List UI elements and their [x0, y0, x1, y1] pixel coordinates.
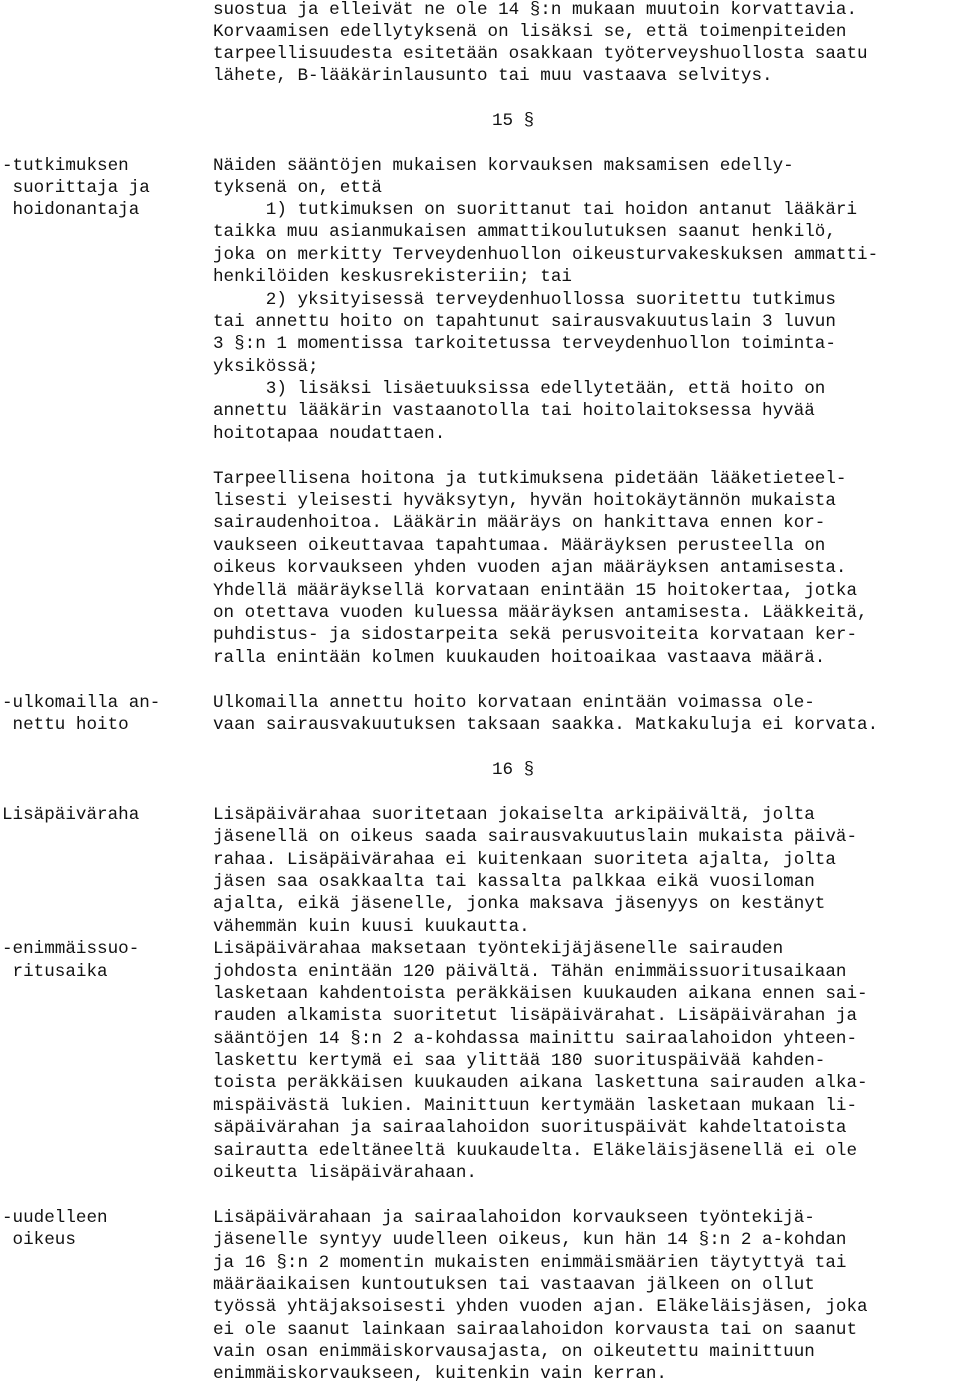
text-line: ralla enintään kolmen kuukauden hoitoaikaa vastaava määrä.	[213, 648, 826, 668]
text-line: annettu lääkärin vastaanotolla tai hoitolaitoksessa hyvää	[213, 401, 815, 421]
text-line: vaukseen oikeuttavaa tapahtumaa. Määräyksen perusteella on	[213, 536, 826, 556]
text-line: yksikössä;	[213, 357, 319, 377]
side-label-line: oikeus	[2, 1230, 76, 1250]
text-line: Yhdellä määräyksellä korvataan enintään 15 hoitokertaa, jotka	[213, 581, 858, 601]
text-line: Ulkomailla annettu hoito korvataan enintään voimassa ole-	[213, 693, 815, 713]
text-line: oikeus korvaukseen yhden vuoden ajan määräyksen antamisesta.	[213, 558, 847, 578]
text-line: 2) yksityisessä terveydenhuollossa suoritettu tutkimus	[213, 290, 836, 310]
text-line: laskettu kertymä ei saa ylittää 180 suorituspäivää kahden-	[213, 1051, 826, 1071]
text-line: lasketaan kahdentoista peräkkäisen kuukauden aikana ennen sai-	[213, 984, 868, 1004]
text-line: Näiden sääntöjen mukaisen korvauksen maksamisen edelly-	[213, 156, 794, 176]
text-line: ajalta, eikä jäsenelle, jonka maksava jäsenyys on kestänyt	[213, 894, 826, 914]
text-line: Lisäpäivärahaa suoritetaan jokaiselta arkipäivältä, jolta	[213, 805, 815, 825]
text-line: tarpeellisuudesta esitetään osakkaan työterveyshuollosta saatu	[213, 44, 868, 64]
side-label-line: nettu hoito	[2, 715, 129, 735]
text-line: ei ole saanut lainkaan sairaalahoidon korvausta tai on saanut	[213, 1320, 858, 1340]
text-line: tyksenä on, että	[213, 178, 382, 198]
text-line: suostua ja elleivät ne ole 14 §:n mukaan muutoin korvattavia.	[213, 0, 858, 20]
text-line: ja 16 §:n 2 momentin mukaisten enimmäismäärien täytyttyä tai	[213, 1253, 847, 1273]
side-label-line: suorittaja ja	[2, 178, 150, 198]
side-label-line: Lisäpäiväraha	[2, 805, 140, 825]
text-line: Korvaamisen edellytyksenä on lisäksi se, että toimenpiteiden	[213, 22, 847, 42]
text-line: vähemmän kuin kuusi kuukautta.	[213, 917, 530, 937]
text-line: vain osan enimmäiskorvausajasta, on oikeutettu mainittuun	[213, 1342, 815, 1362]
text-line: 3) lisäksi lisäetuuksissa edellytetään, että hoito on	[213, 379, 826, 399]
text-line: puhdistus- ja sidostarpeita sekä perusvoiteita korvataan ker-	[213, 625, 858, 645]
text-line: 1) tutkimuksen on suorittanut tai hoidon antanut lääkäri	[213, 200, 858, 220]
text-line: jäsenellä on oikeus saada sairausvakuutuslain mukaista päivä-	[213, 827, 858, 847]
section-15-heading: 15 §	[492, 111, 535, 131]
text-line: rahaa. Lisäpäivärahaa ei kuitenkaan suoriteta ajalta, jolta	[213, 850, 836, 870]
text-line: sääntöjen 14 §:n 2 a-kohdassa mainittu sairaalahoidon yhteen-	[213, 1029, 858, 1049]
text-line: on otettava vuoden kuluessa määräyksen antamisesta. Lääkkeitä,	[213, 603, 868, 623]
side-label-line: -uudelleen	[2, 1208, 108, 1228]
text-line: 3 §:n 1 momentissa tarkoitetussa terveydenhuollon toiminta-	[213, 334, 836, 354]
text-line: Lisäpäivärahaa maksetaan työntekijäjäsenelle sairauden	[213, 939, 784, 959]
text-line: taikka muu asianmukaisen ammattikoulutuksen saanut henkilö,	[213, 222, 836, 242]
side-label-line: -tutkimuksen	[2, 156, 129, 176]
text-line: henkilöiden keskusrekisteriin; tai	[213, 267, 572, 287]
text-line: hoitotapaa noudattaen.	[213, 424, 446, 444]
text-line: työssä yhtäjaksoisesti yhden vuoden ajan. Eläkeläisjäsen, joka	[213, 1297, 868, 1317]
text-line: johdosta enintään 120 päivältä. Tähän enimmäissuoritusaikaan	[213, 962, 847, 982]
section-16-heading: 16 §	[492, 760, 535, 780]
text-line: jäsen saa osakkaalta tai kassalta palkkaa eikä vuosiloman	[213, 872, 815, 892]
text-line: tai annettu hoito on tapahtunut sairausvakuutuslain 3 luvun	[213, 312, 836, 332]
text-line: joka on merkitty Terveydenhuollon oikeusturvakeskuksen ammatti-	[213, 245, 879, 265]
text-line: toista peräkkäisen kuukauden aikana laskettuna sairauden alka-	[213, 1073, 868, 1093]
text-line: lisesti yleisesti hyväksytyn, hyvän hoitokäytännön mukaista	[213, 491, 836, 511]
side-label-line: -ulkomailla an-	[2, 693, 161, 713]
text-line: rauden alkamista suoritetut lisäpäivärahat. Lisäpäivärahan ja	[213, 1006, 858, 1026]
text-line: lähete, B-lääkärinlausunto tai muu vastaava selvitys.	[213, 66, 773, 86]
text-line: oikeutta lisäpäivärahaan.	[213, 1163, 477, 1183]
text-line: Tarpeellisena hoitona ja tutkimuksena pidetään lääketieteel-	[213, 469, 847, 489]
text-line: määräaikaisen kuntoutuksen tai vastaavan jälkeen on ollut	[213, 1275, 815, 1295]
text-line: säpäivärahan ja sairaalahoidon suorituspäivät kahdeltatoista	[213, 1118, 847, 1138]
text-line: mispäivästä lukien. Mainittuun kertymään lasketaan mukaan li-	[213, 1096, 858, 1116]
text-line: enimmäiskorvaukseen, kuitenkin vain kerran.	[213, 1364, 667, 1384]
text-line: Lisäpäivärahaan ja sairaalahoidon korvaukseen työntekijä-	[213, 1208, 815, 1228]
text-line: jäsenelle syntyy uudelleen oikeus, kun hän 14 §:n 2 a-kohdan	[213, 1230, 847, 1250]
side-label-line: ritusaika	[2, 962, 108, 982]
side-label-line: hoidonantaja	[2, 200, 140, 220]
side-label-line: -enimmäissuo-	[2, 939, 140, 959]
text-line: sairautta edeltäneeltä kuukaudelta. Eläkeläisjäsenellä ei ole	[213, 1141, 858, 1161]
text-line: vaan sairausvakuutuksen taksaan saakka. Matkakuluja ei korvata.	[213, 715, 879, 735]
text-line: sairaudenhoitoa. Lääkärin määräys on hankittava ennen kor-	[213, 513, 826, 533]
